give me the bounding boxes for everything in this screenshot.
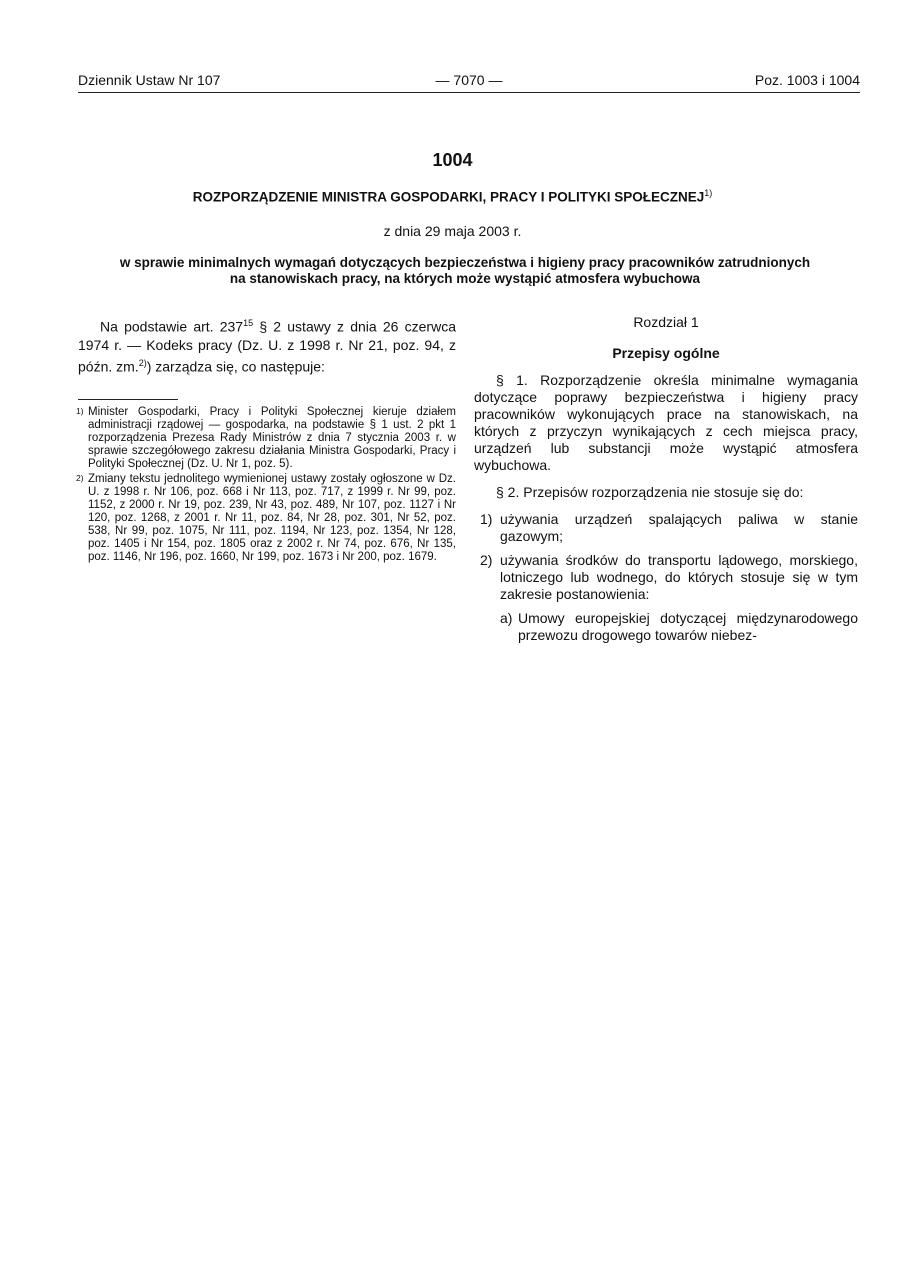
act-subject-line-2: na stanowiskach pracy, na których może wystąpić atmosfera wybuchowa: [229, 271, 701, 286]
list-item-number: 2): [480, 552, 493, 568]
right-column: [474, 314, 858, 644]
list-item-text: używania urządzeń spalających paliwa w stanie gazowym;: [500, 511, 858, 544]
list-item: [474, 552, 858, 603]
page-number: — 7070 —: [435, 72, 503, 88]
preamble-text-3: ) zarządza się, co następuje:: [146, 358, 325, 375]
act-subject-line-1: w sprawie minimalnych wymagań dotyczących bezpieczeństwa i higieny pracy pracowników zatrudnionych: [119, 255, 811, 270]
footnote-2: [78, 473, 456, 564]
article-superscript: 15: [243, 318, 254, 328]
footnote-1-mark: 1): [76, 406, 84, 417]
preamble-text-1: Na podstawie art. 237: [100, 318, 244, 335]
act-subject: [70, 255, 860, 287]
preamble-footnote-mark: 2): [138, 357, 147, 368]
preamble: [78, 314, 456, 375]
list-item: [474, 511, 858, 545]
position-reference: Poz. 1003 i 1004: [754, 72, 860, 88]
act-title-footnote-mark: 1): [704, 188, 713, 198]
sub-list-item: [474, 610, 858, 644]
act-title: [0, 188, 905, 205]
footnote-divider: [78, 399, 178, 400]
journal-title: Dziennik Ustaw Nr 107: [78, 72, 221, 88]
act-date: z dnia 29 maja 2003 r.: [383, 223, 522, 239]
page-header: [78, 72, 860, 92]
sub-list-item-letter: a): [500, 610, 513, 626]
act-title-text: ROZPORZĄDZENIE MINISTRA GOSPODARKI, PRACY I POLITYKI SPOŁECZNEJ: [192, 189, 705, 205]
sub-list-item-text: Umowy europejskiej dotyczącej międzynarodowego przewozu drogowego towarów niebez-: [518, 610, 858, 643]
footnote-1-text: Minister Gospodarki, Pracy i Polityki Społecznej kieruje działem administracji rządowej — gospodarka, na podstawie § 1 ust. 2 pkt 1 rozporządzenia Prezesa Rady Ministrów z dnia 7 stycznia 2003 r. w sprawie szczegółowego zakresu działania Ministra Gospodarki, Pracy i Polityki Społecznej (Dz. U. Nr 1, poz. 5).: [88, 406, 456, 471]
chapter-title: Przepisy ogólne: [612, 345, 720, 361]
header-divider: [78, 92, 860, 93]
act-number: 1004: [432, 150, 473, 170]
left-column: [78, 314, 456, 566]
footnote-2-mark: 2): [76, 473, 84, 484]
section-2: § 2. Przepisów rozporządzenia nie stosuje się do:: [496, 484, 804, 500]
list-item-number: 1): [480, 511, 493, 527]
list-item-text: używania środków do transportu lądowego, morskiego, lotniczego lub wodnego, do których stosuje się w tym zakresie postanowienia:: [500, 552, 858, 602]
chapter-label: Rozdział 1: [633, 314, 699, 330]
footnote-1: [78, 406, 456, 471]
section-1: § 1. Rozporządzenie określa minimalne wymagania dotyczące poprawy bezpieczeństwa i higieny pracy pracowników wykonujących prace na stanowiskach, na których z przyczyn wynikających z cech miejsca pracy, urządzeń lub substancji może wystąpić atmosfera wybuchowa.: [474, 372, 858, 473]
preamble-text-2: § 2 ustawy z dnia 26 czerwca 1974 r. — Kodeks pracy (Dz. U. z 1998 r. Nr 21, poz. 94, z późn. zm.: [78, 318, 456, 375]
footnote-2-text: Zmiany tekstu jednolitego wymienionej ustawy zostały ogłoszone w Dz. U. z 1998 r. Nr 106, poz. 668 i Nr 113, poz. 717, z 1999 r. Nr 99, poz. 1152, z 2000 r. Nr 19, poz. 239, Nr 43, poz. 489, Nr 107, poz. 1127 i Nr 120, poz. 1268, z 2001 r. Nr 11, poz. 84, Nr 28, poz. 301, Nr 52, poz. 538, Nr 99, poz. 1075, Nr 111, poz. 1194, Nr 123, poz. 1354, Nr 128, poz. 1405 i Nr 154, poz. 1805 oraz z 2002 r. Nr 74, poz. 676, Nr 135, poz. 1146, Nr 196, poz. 1660, Nr 199, poz. 1673 i Nr 200, poz. 1679.: [88, 473, 456, 564]
